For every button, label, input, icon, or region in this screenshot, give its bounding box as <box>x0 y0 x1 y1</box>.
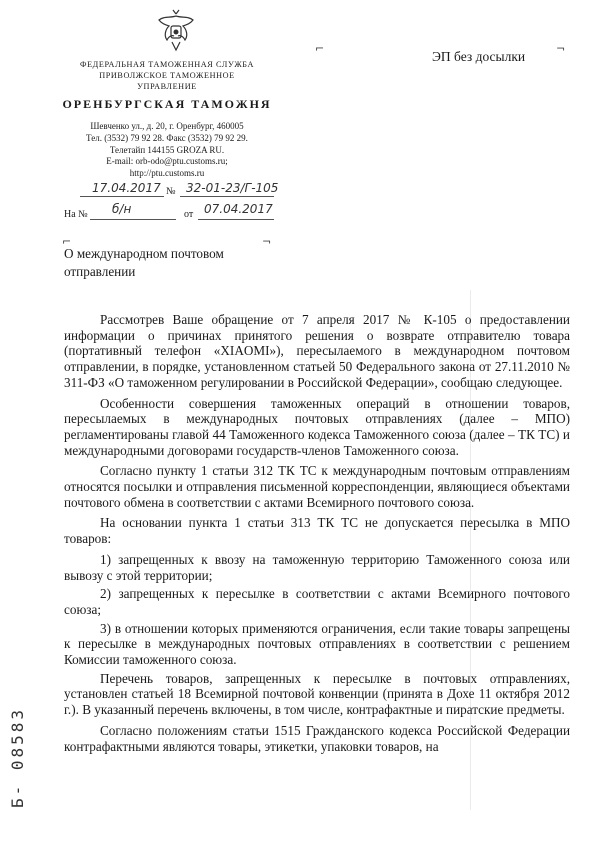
address: Шевченко ул., д. 20, г. Оренбург, 460005 <box>90 121 244 131</box>
address-corner-left: ⌐ <box>315 42 325 55</box>
margin-serial: Б- 08583 <box>8 706 27 808</box>
teletype: Телетайп 144155 GROZA RU. <box>109 144 225 155</box>
subject-line-1: О международном почтовом <box>64 246 224 261</box>
reply-date: 07.04.2017 <box>204 202 273 216</box>
from-label: от <box>184 209 194 220</box>
reg-date: 17.04.2017 <box>92 181 161 195</box>
contacts-block <box>60 121 274 180</box>
service-name-line-1: ФЕДЕРАЛЬНАЯ ТАМОЖЕННАЯ СЛУЖБА <box>80 60 254 69</box>
service-name-line-2: ПРИВОЛЖСКОЕ ТАМОЖЕННОЕ <box>99 71 235 80</box>
subject <box>64 245 264 281</box>
subject-line-2: отправлении <box>64 264 136 279</box>
subject-corner-right: ¬ <box>262 235 272 248</box>
phone-fax: Тел. (3532) 79 92 28. Факс (3532) 79 92 29. <box>86 132 248 143</box>
paragraph-1: Рассмотрев Ваше обращение от 7 апреля 2017 № К-105 о предоставлении информации о причинах принятого решения о возврате отправителю товара (портативный телефон «XIAOMI»), пересылаемого в международном почтовом отправлении, в порядке, установленном статьей 50 Федерального закона от 27.11.2010 № 311-ФЗ «О таможенном регулировании в Российской Федерации», сообщаю следующее. <box>64 312 570 390</box>
reg-number: 32-01-23/Г-105 <box>186 181 279 195</box>
reg-number-label: № <box>166 186 176 197</box>
emblem-icon <box>156 8 196 52</box>
reply-number: б/н <box>112 202 132 216</box>
address-corner-right: ¬ <box>556 42 566 55</box>
service-name-line-3: УПРАВЛЕНИЕ <box>137 82 197 91</box>
email: E-mail: orb-odo@ptu.customs.ru; <box>106 156 228 167</box>
paragraph-2: Особенности совершения таможенных операций в отношении товаров, пересылаемых в международных почтовых отправлениях (далее – МПО) регламентированы главой 44 Таможенного кодекса Таможенного союза (далее – ТК ТС) и международными договорами государств-членов Таможенного союза. <box>64 395 570 458</box>
paragraph-3: Согласно пункту 1 статьи 312 ТК ТС к международным почтовым отправлениям относятся посылки и отправления письменной корреспонденции, являющиеся объектами почтового обмена в соответствии с актами Всемирного почтового союза. <box>64 463 570 510</box>
paragraph-4: На основании пункта 1 статьи 313 ТК ТС не допускается пересылка в МПО товаров: <box>64 515 570 547</box>
subject-corner-left: ⌐ <box>62 235 72 248</box>
reply-label: На № <box>64 209 88 220</box>
list-item-3: 3) в отношении которых применяются ограничения, если такие товары запрещены к пересылке в международных почтовых отправлениях в соответствии с решением Комиссии таможенного союза. <box>64 620 570 668</box>
letter-body <box>64 312 570 759</box>
list-item-1: 1) запрещенных к ввозу на таможенную территорию Таможенного союза или вывозу с этой территории; <box>64 551 570 583</box>
paragraph-6: Согласно положениям статьи 1515 Гражданского кодекса Российской Федерации контрафактными являются товары, этикетки, упаковки товаров, на <box>64 722 570 754</box>
margin-serial-wrap <box>6 690 34 810</box>
customs-name: ОРЕНБУРГСКАЯ ТАМОЖНЯ <box>62 97 272 111</box>
paragraph-5: Перечень товаров, запрещенных к пересылке в почтовых отправлениях, установлен статьей 18 Всемирной почтовой конвенции (принята в Дохе 11 октября 2012 г.). В указанный перечень включены, в том числе, контрафактные и пиратские предметы. <box>64 670 570 718</box>
reply-number-underline <box>90 206 176 220</box>
list-item-2: 2) запрещенных к пересылке в соответствии с актами Всемирного почтового союза; <box>64 586 570 617</box>
website: http://ptu.customs.ru <box>129 168 205 179</box>
delivery-stamp: ЭП без досылки <box>432 49 526 64</box>
